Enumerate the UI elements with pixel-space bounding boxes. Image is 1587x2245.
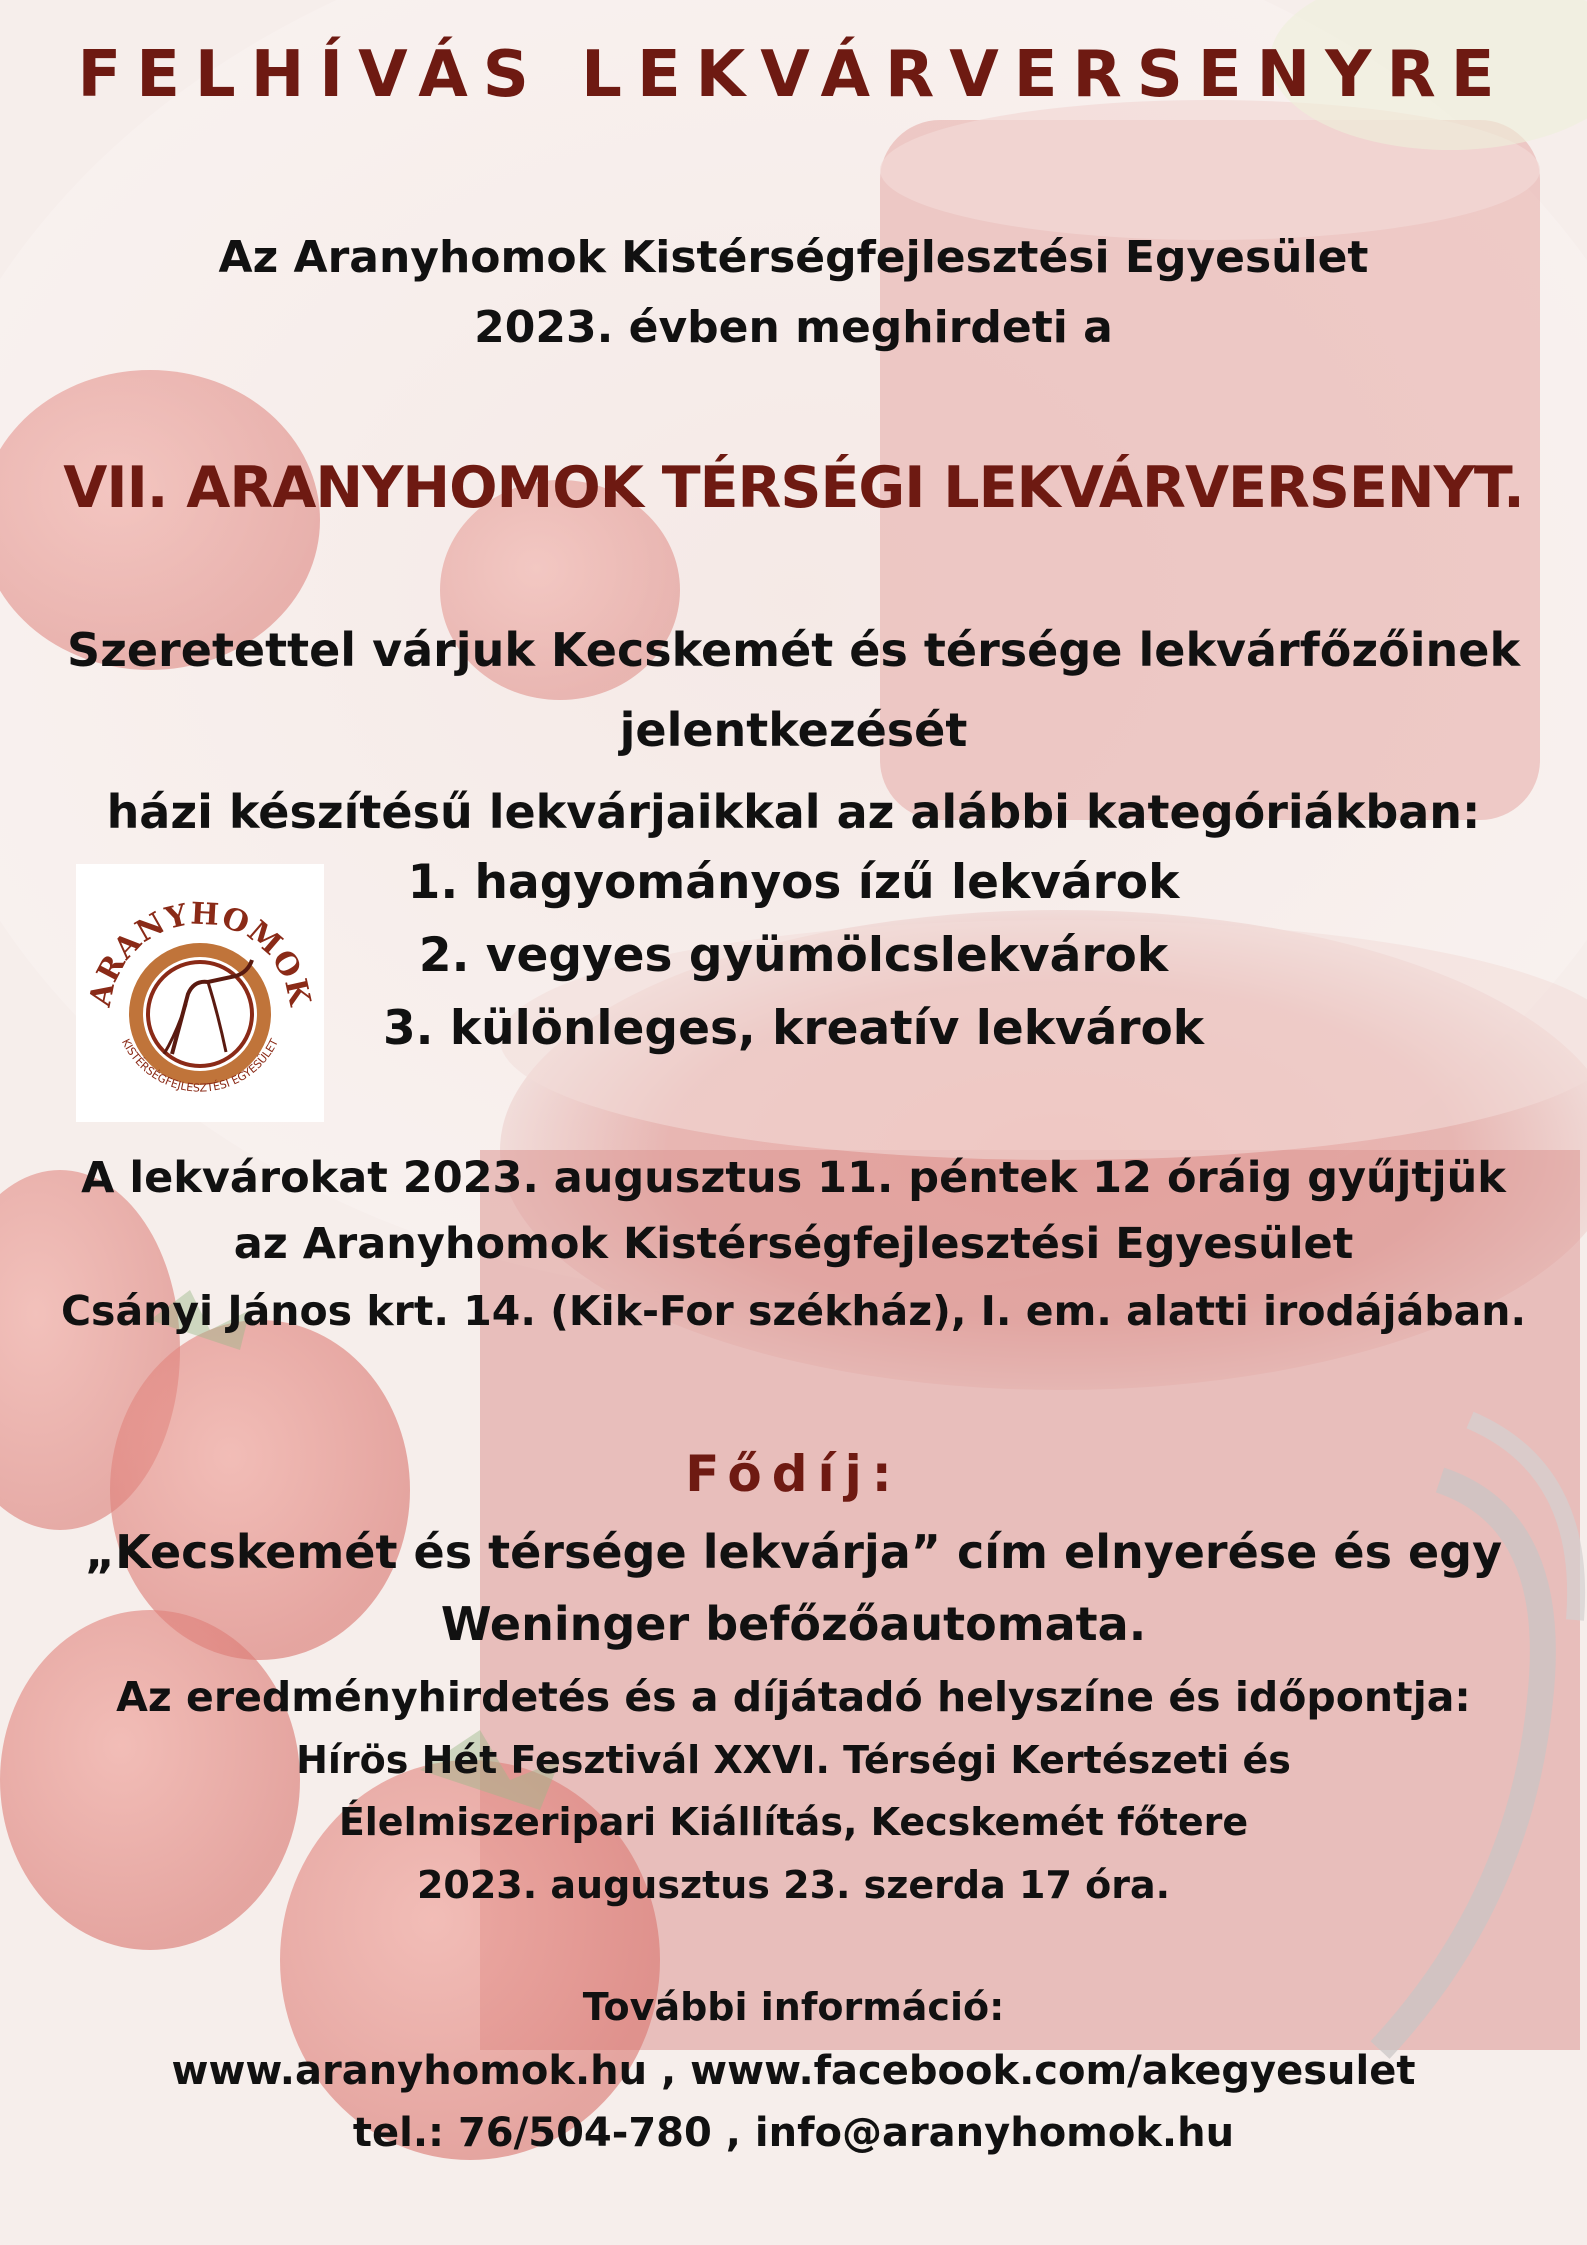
aranyhomok-logo-icon	[76, 864, 324, 1122]
aranyhomok-logo	[76, 864, 324, 1122]
invitation-line-3: házi készítésű lekvárjaikkal az alábbi kategóriákban:	[106, 785, 1481, 839]
organizer-line: Az Aranyhomok Kistérségfejlesztési Egyesület	[218, 232, 1369, 283]
prize-line-2: Weninger befőzőautomata.	[440, 1597, 1147, 1651]
invitation-line-2: jelentkezését	[619, 703, 968, 757]
invitation-line-1: Szeretettel várjuk Kecskemét és térsége lekvárfőzőinek	[66, 623, 1521, 677]
prize-heading: Fődíj:	[685, 1445, 902, 1503]
info-websites: www.aranyhomok.hu , www.facebook.com/akegyesulet	[171, 2048, 1416, 2094]
collection-line-2: az Aranyhomok Kistérségfejlesztési Egyesület	[233, 1219, 1354, 1269]
logo-name: ARANYHOMOK	[82, 896, 318, 1010]
category-item: 2. vegyes gyümölcslekvárok	[418, 928, 1169, 983]
collection-line-1: A lekvárokat 2023. augusztus 11. péntek 12 óráig gyűjtjük	[81, 1153, 1506, 1203]
prize-line-1: „Kecskemét és térsége lekvárja” cím elnyerése és egy	[84, 1525, 1503, 1579]
event-heading: Az eredményhirdetés és a díjátadó helyszíne és időpontja:	[116, 1673, 1471, 1721]
poster-title: FELHÍVÁS LEKVÁRVERSENYRE	[77, 38, 1510, 112]
event-line-1: Hírös Hét Fesztivál XXVI. Térségi Kertészeti és	[296, 1738, 1291, 1782]
event-line-3: 2023. augusztus 23. szerda 17 óra.	[416, 1863, 1171, 1907]
info-heading: További információ:	[582, 1985, 1005, 2029]
category-item: 3. különleges, kreatív lekvárok	[382, 1001, 1205, 1056]
logo-tagline: KISTÉRSÉGFEJLESZTÉSI EGYESÜLET	[118, 1036, 282, 1095]
info-contact: tel.: 76/504-780 , info@aranyhomok.hu	[352, 2110, 1235, 2156]
category-item: 1. hagyományos ízű lekvárok	[407, 855, 1180, 910]
event-line-2: Élelmiszeripari Kiállítás, Kecskemét főtere	[338, 1800, 1249, 1844]
announcement-line: 2023. évben meghirdeti a	[474, 302, 1113, 353]
collection-line-3: Csányi János krt. 14. (Kik-For székház), I. em. alatti irodájában.	[60, 1287, 1527, 1335]
competition-title: VII. ARANYHOMOK TÉRSÉGI LEKVÁRVERSENYT.	[63, 455, 1524, 521]
